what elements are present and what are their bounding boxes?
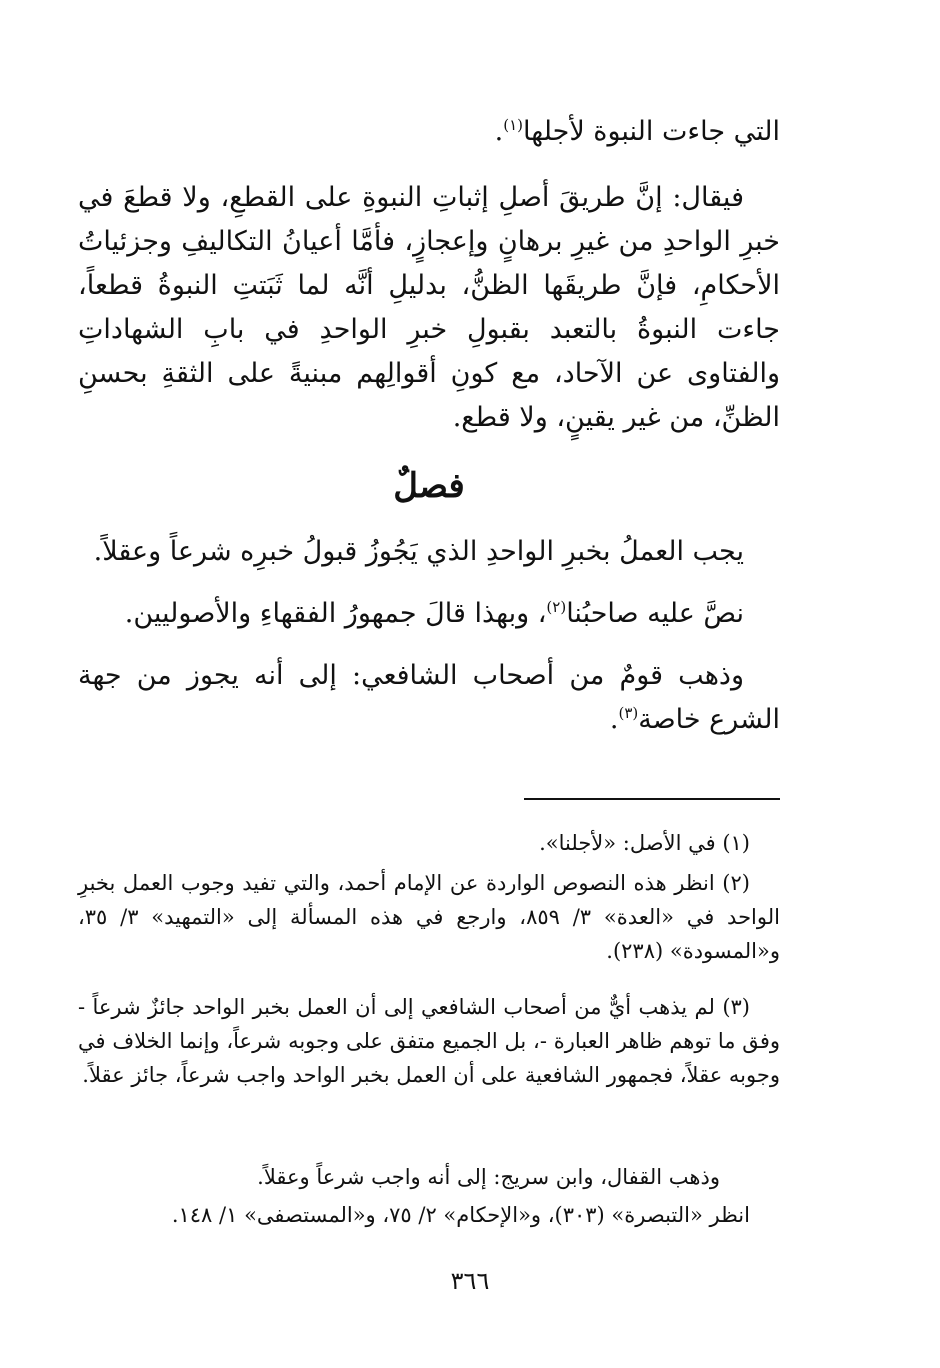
footnote-3: (٣) لم يذهب أيٌّ من أصحاب الشافعي إلى أن العمل بخبر الواحد جائزٌ شرعاً - وفق ما توهم ظاهر العبارة -، بل الجميع متفق على وجوبه شرعاً، وإنما الخلاف في وجوبه عقلاً، فجمهور الشافعية على أن العمل بخبر الواحد واجب شرعاً، جائز عقلاً.: [78, 995, 780, 1087]
footnote-marker: (٢): [546, 598, 567, 616]
paragraph-argument: [78, 176, 780, 440]
paragraph-continuation: [78, 110, 780, 154]
paragraph-text: نصَّ عليه صاحبُنا: [566, 598, 744, 629]
page-number: ٣٦٦: [450, 1267, 490, 1295]
footnote-3-continuation: وذهب القفال، وابن سريج: إلى أنه واجب شرعاً وعقلاً.: [257, 1165, 720, 1189]
footnote-marker: (٣): [618, 704, 639, 722]
paragraph-opinion: [78, 654, 780, 742]
footnote-separator: [524, 798, 780, 800]
paragraph-attribution: [78, 592, 780, 636]
paragraph-text: يجب العملُ بخبرِ الواحدِ الذي يَجُوزُ قبولُ خبرِه شرعاً وعقلاً.: [93, 536, 744, 567]
paragraph-end: .: [494, 116, 504, 147]
footnote-1: (١) في الأصل: «لأجلنا».: [539, 831, 750, 855]
paragraph-rule: [78, 530, 780, 574]
paragraph-text: فيقال: إنَّ طريقَ أصلِ إثباتِ النبوةِ على القطعِ، ولا قطعَ في خبرِ الواحدِ من غيرِ برهانٍ وإعجازٍ، فأمَّا أعيانُ التكاليفِ وجزئياتُ الأحكامِ، فإنَّ طريقَها الظنُّ، بدليلِ أنَّه لما ثَبَتتِ النبوةُ قطعاً، جاءت النبوةُ بالتعبد بقبولِ خبرِ الواحدِ في بابِ الشهاداتِ والفتاوى عن الآحاد، مع كونِ أقوالِهم مبنيةً على الثقةِ بحسنِ الظنِّ، من غير يقينٍ، ولا قطع.: [78, 182, 780, 433]
footnote-3-references: انظر «التبصرة» (٣٠٣)، و«الإحكام» ٢/ ٧٥، و«المستصفى» ١/ ١٤٨.: [171, 1203, 750, 1227]
paragraph-end: .: [609, 704, 619, 735]
paragraph-text: التي جاءت النبوة لأجلها: [523, 116, 780, 147]
footnote-2: (٢) انظر هذه النصوص الواردة عن الإمام أحمد، والتي تفيد وجوب العمل بخبرِ الواحد في «العدة» ٣/ ٨٥٩، وارجع في هذه المسألة إلى «التمهيد» ٣/ ٣٥، و«المسودة» (٢٣٨).: [78, 871, 780, 963]
section-heading: فصلٌ: [393, 466, 465, 506]
paragraph-end: ، وبهذا قالَ جمهورُ الفقهاءِ والأصوليين.: [124, 598, 547, 629]
footnote-marker: (١): [503, 116, 524, 134]
paragraph-text: وذهب قومٌ من أصحاب الشافعي: إلى أنه يجوز من جهة الشرع خاصة: [78, 660, 780, 735]
